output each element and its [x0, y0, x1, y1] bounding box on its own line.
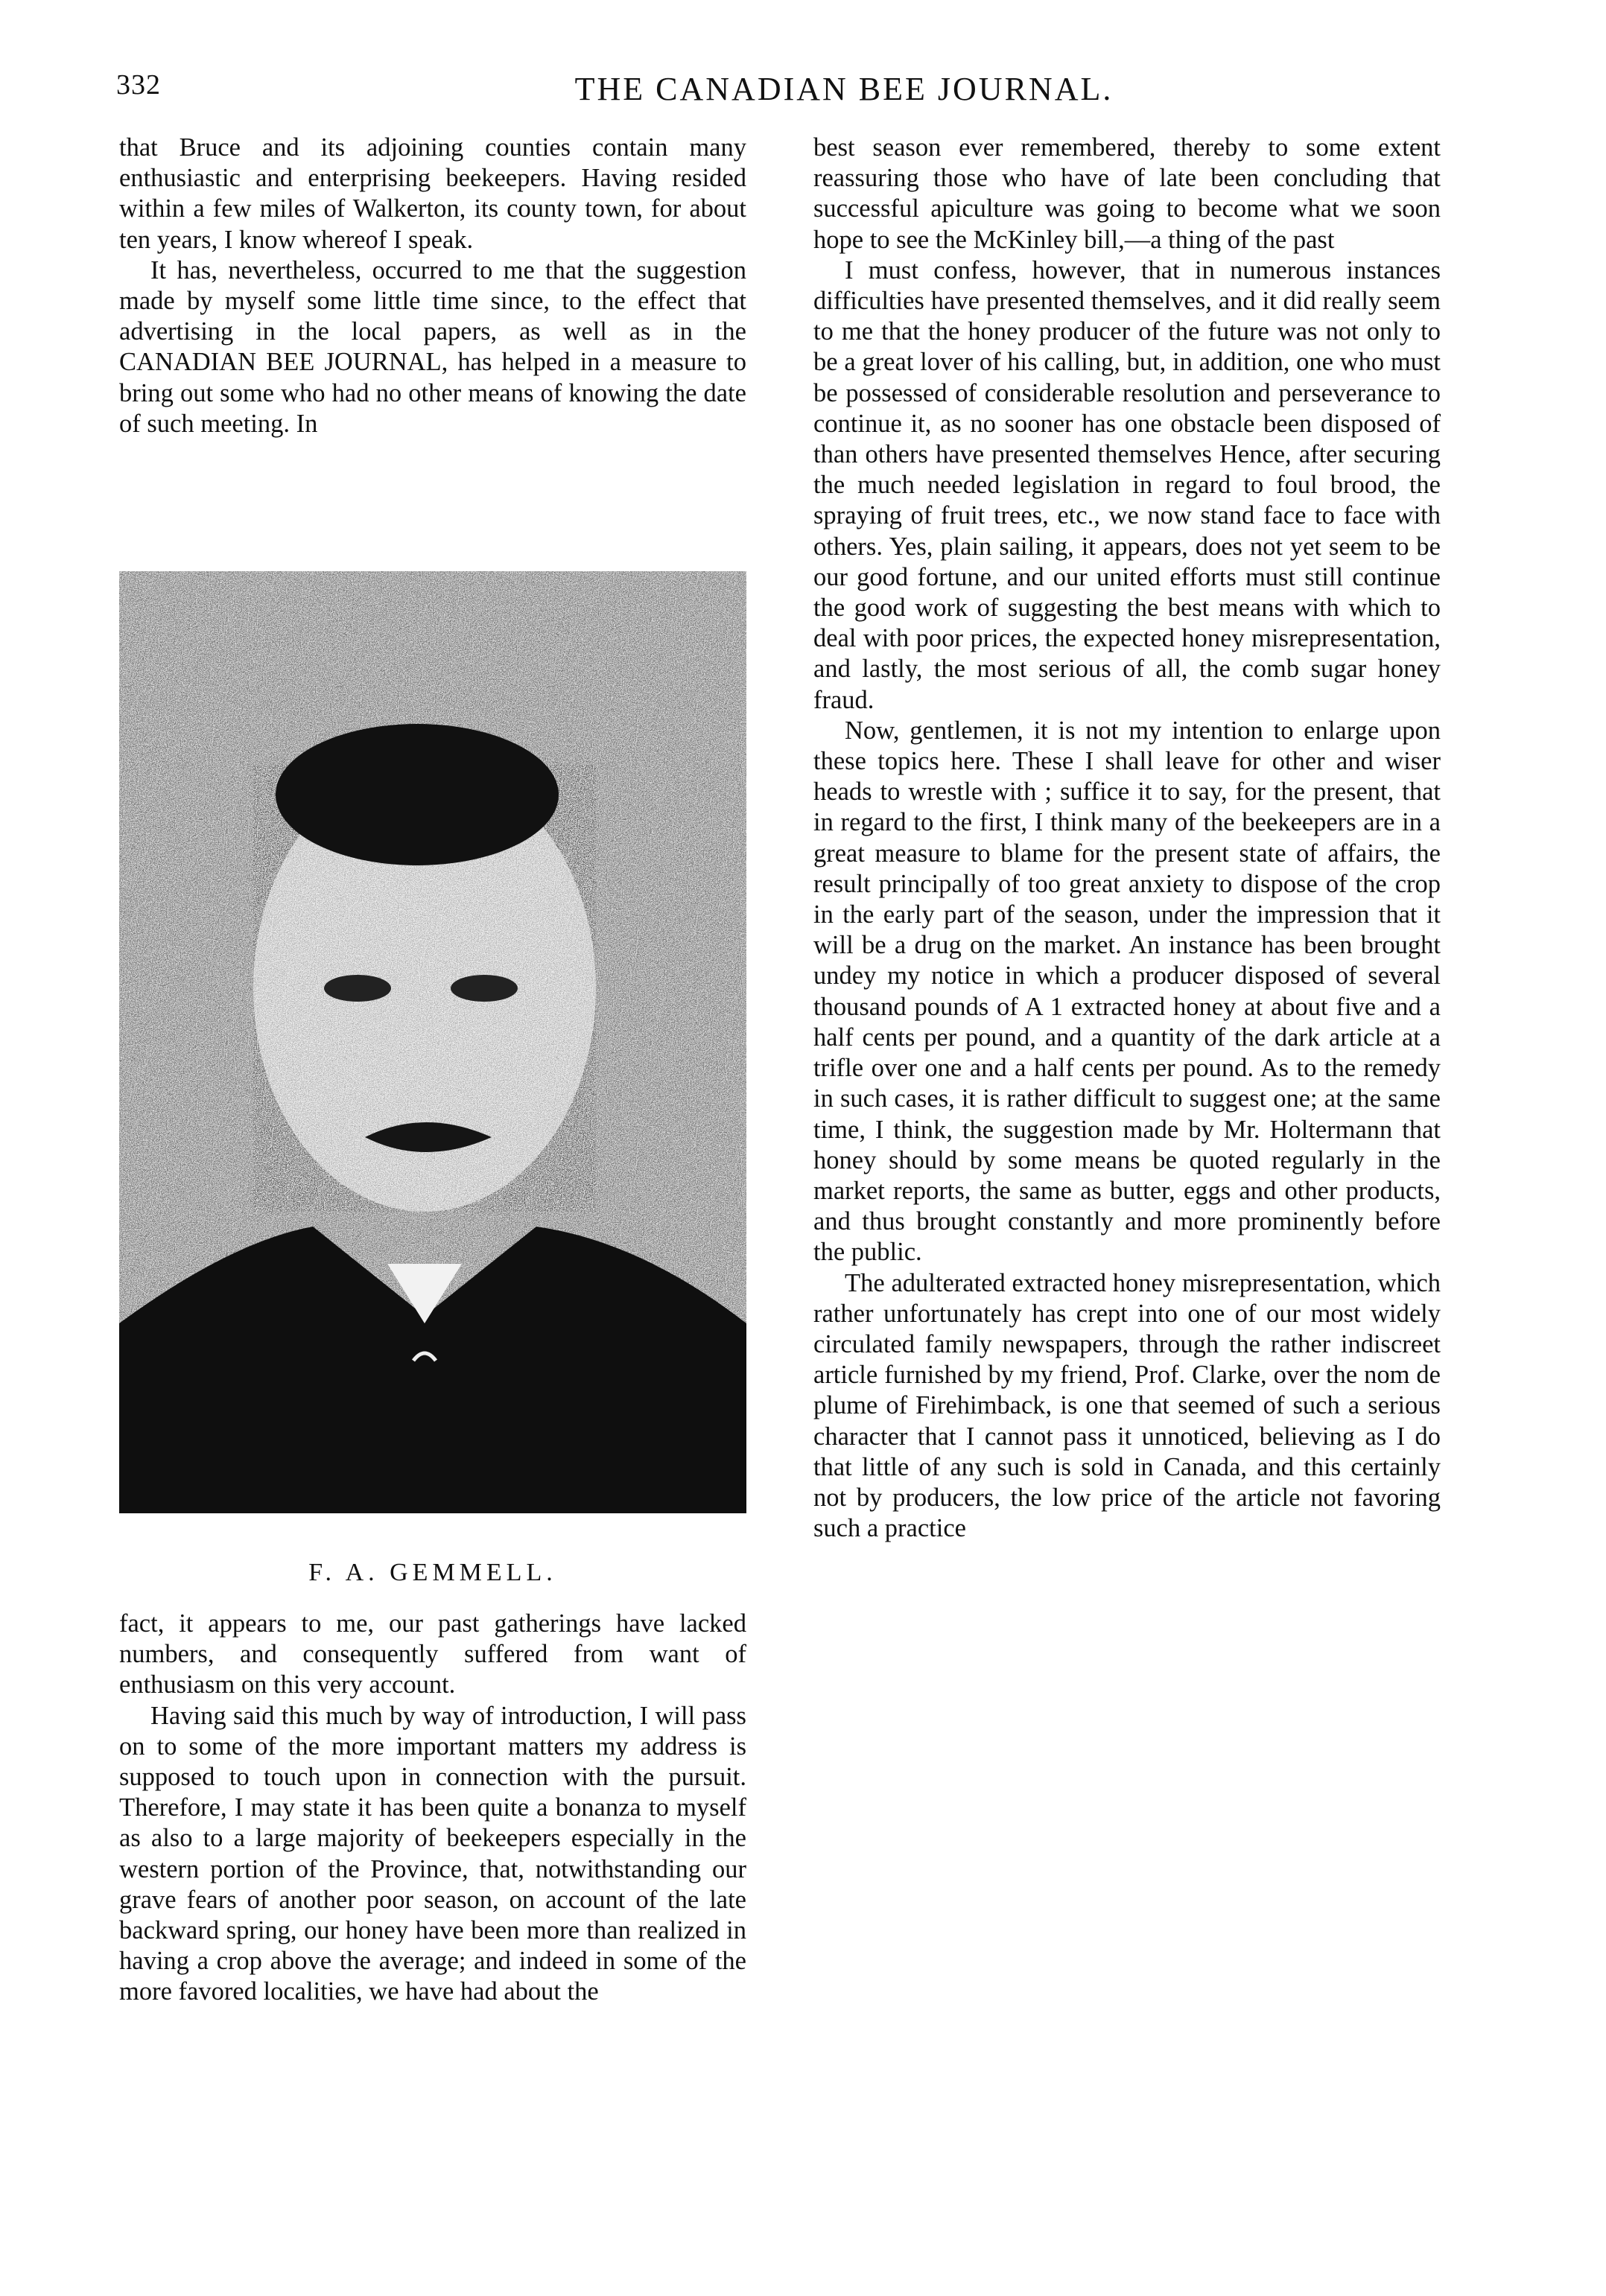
paragraph: Having said this much by way of introduction, I will pass on to some of the more important matters my address is supposed to touch upon in connection with the pursuit. Therefore, I may state it has been quite a bonanza to myself as also to a large majority of beekeepers especially in the western portion of the Province, that, notwithstanding our grave fears of another poor season, on account of the late backward spring, our honey have been more than realized in having a crop above the average; and indeed in some of the more favored localities, we have had about the — [119, 1701, 746, 2006]
left-column-bottom — [119, 1609, 746, 2008]
left-column-top — [119, 133, 746, 520]
paragraph: that Bruce and its adjoining counties contain many enthusiastic and enterprising beekeepers. Having resided within a few miles of Walkerton, its county town, for about ten years, I know whereof I speak. — [119, 133, 746, 254]
paragraph: Now, gentlemen, it is not my intention to enlarge upon these topics here. These I shall leave for other and wiser heads to wrestle with ; suffice it to say, for the present, that in regard to the first, I think many of the beekeepers are in a great measure to blame for the present state of affairs, the result principally of too great anxiety to dispose of the crop in the early part of the season, under the impression that it will be a drug on the market. An instance has been brought undey my notice in which a producer disposed of several thousand pounds of A 1 extracted honey at about five and a half cents per pound, and a quantity of the dark article at a trifle over one and a half cents per pound. As to the remedy in such cases, it is rather difficult to suggest one; at the same time, I think, the suggestion made by Mr. Holtermann that honey should by some means be quoted regularly in the market reports, the same as butter, eggs and other products, and thus brought constantly and more prominently before the public. — [813, 716, 1441, 1267]
paragraph: It has, nevertheless, occurred to me that the suggestion made by myself some little time since, to the effect that advertising in the local papers, as well as in the CANADIAN BEE JOURNAL, has helped in a measure to bring out some who had no other means of knowing the date of such meeting. In — [119, 255, 746, 438]
paragraph: fact, it appears to me, our past gatherings have lacked numbers, and consequently suffered from want of enthusiasm on this very account. — [119, 1609, 746, 1699]
paragraph: The adulterated extracted honey misrepresentation, which rather unfortunately has crept into one of our most widely circulated family newspapers, through the rather indiscreet article furnished by my friend, Prof. Clarke, over the nom de plume of Firehimback, is one that seemed of such a serious character that I cannot pass it unnoticed, believing as I do that little of any such is sold in Canada, and this certainly not by producers, the low price of the article not favoring such a practice — [813, 1268, 1441, 1543]
page-number: 332 — [116, 69, 161, 101]
right-column — [813, 133, 1441, 1544]
portrait-caption: F. A. GEMMELL. — [308, 1559, 557, 1586]
paragraph: best season ever remembered, thereby to some extent reassuring those who have of late been concluding that successful apiculture was going to become what we soon hope to see the McKinley bill,—a thing of the past — [813, 133, 1441, 254]
running-head: THE CANADIAN BEE JOURNAL. — [574, 71, 1114, 107]
portrait-photo — [119, 571, 746, 1513]
paragraph: I must confess, however, that in numerous instances difficulties have presented themselves, and it did really seem to me that the honey producer of the future was not only to be a great lover of his calling, but, in addition, one who must be possessed of considerable resolution and perseverance to continue it, as no sooner has one obstacle been disposed of than others have presented themselves Hence, after securing the much needed legislation in regard to foul brood, the spraying of fruit trees, etc., we now stand face to face with others. Yes, plain sailing, it appears, does not yet seem to be our good fortune, and our united efforts must still continue the good work of suggesting the best means with which to deal with poor prices, the expected honey misrepresentation, and lastly, the most serious of all, the comb sugar honey fraud. — [813, 255, 1441, 714]
